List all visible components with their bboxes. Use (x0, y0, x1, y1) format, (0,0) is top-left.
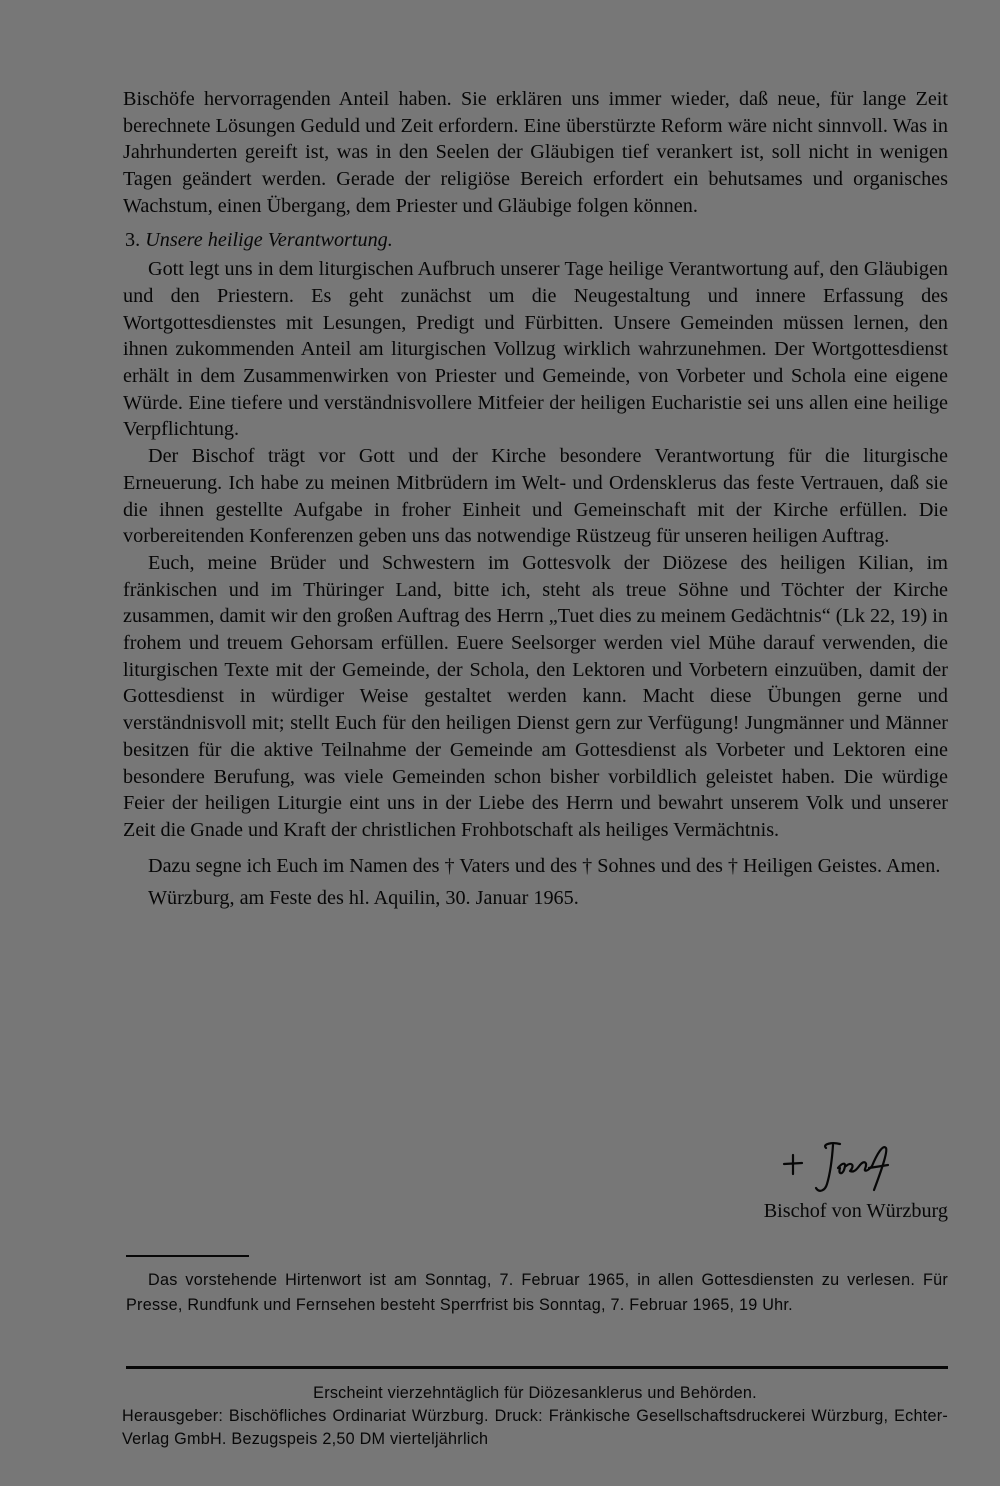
handwritten-signature (780, 1138, 900, 1198)
letter-body (123, 86, 948, 912)
footnote: Das vorstehende Hirtenwort ist am Sonntag, 7. Februar 1965, in allen Gottesdiensten zu verlesen. Für Presse, Rundfunk und Fernsehen besteht Sperrfrist bis Sonntag, 7. Februar 1965, 19 Uhr. (126, 1271, 948, 1314)
section-number: 3. (125, 228, 141, 251)
imprint-publisher: Herausgeber: Bischöfliches Ordinariat Würzburg. Druck: Fränkische Gesellschaftsdruckerei Würzburg, Echter-Verlag GmbH. Bezugspeis 2,50 DM vierteljährlich (122, 1407, 948, 1448)
paragraph-reform: Bischöfe hervorragenden Anteil haben. Sie erklären uns immer wieder, daß neue, für lange Zeit berechnete Lösungen Geduld und Zeit erfordern. Eine überstürzte Reform wäre nicht sinnvoll. Was in Jahrhunderten gereift ist, was in den Seelen der Gläubigen tief verankert ist, soll nicht in wenigen Tagen geändert werden. Gerade der religiöse Bereich erfordert ein behutsames und organisches Wachstum, einen Übergang, dem Priester und Gläubige folgen können. (123, 88, 948, 217)
footnote-separator (126, 1255, 249, 1257)
paragraph-responsibility: Gott legt uns in dem liturgischen Aufbruch unserer Tage heilige Verantwortung auf, den Gläubigen und den Priestern. Es geht zunächst um die Neugestaltung und innere Erfassung des Wortgottesdienstes mit Lesungen, Predigt und Fürbitten. Unsere Gemeinden müssen lernen, den ihnen zukommenden Anteil am liturgischen Vollzug wirklich wahrzunehmen. Der Wortgottesdienst erhält in dem Zusammenwirken von Priester und Gemeinde, von Vorbeter und Schola eine eigene Würde. Eine tiefere und verständnisvollere Mitfeier der heiligen Eucharistie sei uns allen eine heilige Verpflichtung. (123, 258, 948, 441)
spacer (123, 844, 948, 853)
paragraph-bishop: Der Bischof trägt vor Gott und der Kirche besondere Verantwortung für die liturgische Erneuerung. Ich habe zu meinen Mitbrüdern im Welt- und Ordensklerus das feste Vertrauen, daß sie die ihnen gestellte Aufgabe in froher Einheit und Gemeinschaft mit der Kirche erfüllen. Die vorbereitenden Konferenzen geben uns das notwendige Rüstzeug für unseren heiligen Auftrag. (123, 445, 948, 548)
paragraph-appeal: Euch, meine Brüder und Schwestern im Gottesvolk der Diözese des heiligen Kilian, im fränkischen und im Thüringer Land, bitte ich, steht als treue Söhne und Töchter der Kirche zusammen, damit wir den großen Auftrag des Herrn „Tuet dies zu meinem Gedächtnis“ (Lk 22, 19) in frohem und treuem Gehorsam erfüllen. Euere Seelsorger werden viel Mühe darauf verwenden, die liturgischen Texte mit der Gemeinde, der Schola, den Lektoren und Vorbetern einzuüben, damit der Gottesdienst in würdiger Weise gestaltet werden kann. Macht diese Übungen gerne und verständnisvoll mit; stellt Euch für den heiligen Dienst gern zur Verfügung! Jungmänner und Männer besitzen für die aktive Teilnahme der Gemeinde am Gottesdienst als Vorbeter und Lektoren eine besondere Berufung, was viele Gemeinden schon bisher vorbildlich geleistet haben. Die würdige Feier der heiligen Liturgie eint uns in der Liebe des Herrn und bewahrt unserem Volk und unserer Zeit die Gnade und Kraft der christlichen Frohbotschaft als heiliges Vermächtnis. (123, 551, 948, 841)
imprint (122, 1382, 948, 1451)
signer-title: Bischof von Würzburg (763, 1200, 948, 1222)
place-date-line: Würzburg, am Feste des hl. Aquilin, 30. Januar 1965. (148, 887, 579, 910)
section-title: Unsere heilige Verantwortung. (145, 228, 393, 251)
imprint-separator (126, 1366, 948, 1369)
signature-block (700, 1138, 948, 1228)
imprint-frequency: Erscheint vierzehntäglich für Diözesanklerus und Behörden. (313, 1384, 757, 1402)
section-heading (123, 227, 948, 254)
blessing-paragraph: Dazu segne ich Euch im Namen des † Vaters und des † Sohnes und des † Heiligen Geistes. Amen. (148, 854, 941, 877)
